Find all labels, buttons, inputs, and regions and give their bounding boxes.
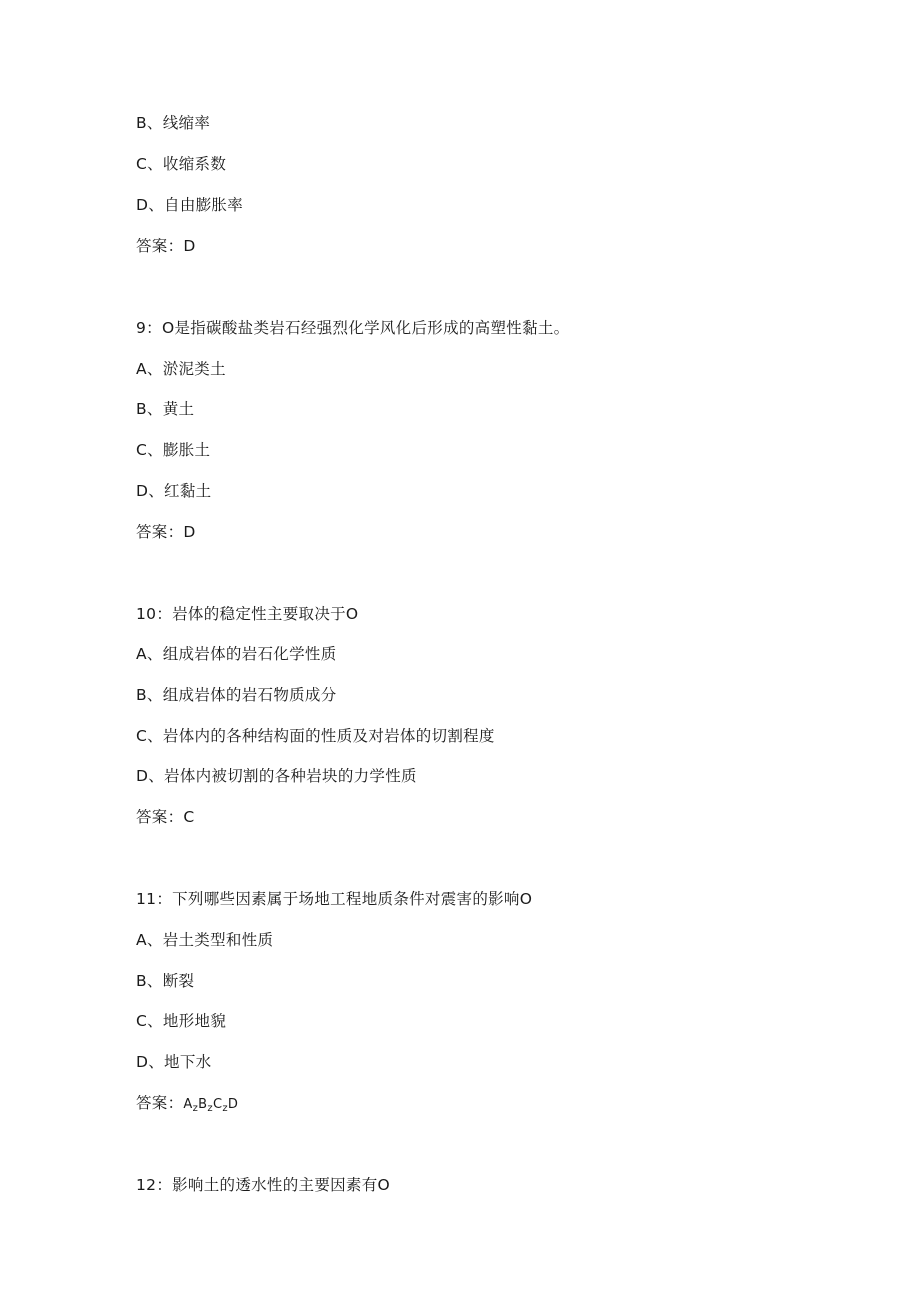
q11-answer xyxy=(136,1092,238,1120)
q11-answer-sep-2: z xyxy=(207,1103,213,1114)
q9-answer: 答案：D xyxy=(136,523,196,541)
q11-answer-b: B xyxy=(198,1097,208,1112)
q8-option-d: D、自由膨胀率 xyxy=(136,196,244,214)
q8-answer: 答案：D xyxy=(136,237,196,255)
q10-question: 10：岩体的稳定性主要取决于O xyxy=(136,605,359,623)
q10-option-a: A、组成岩体的岩石化学性质 xyxy=(136,645,337,663)
q8-option-b: B、线缩率 xyxy=(136,114,211,132)
q11-answer-a: A xyxy=(183,1097,193,1112)
q11-option-c: C、地形地貌 xyxy=(136,1012,227,1030)
q11-answer-prefix: 答案： xyxy=(136,1094,184,1112)
q11-question: 11：下列哪些因素属于场地工程地质条件对震害的影响O xyxy=(136,890,533,908)
q11-option-a: A、岩土类型和性质 xyxy=(136,931,274,949)
q9-option-a: A、淤泥类土 xyxy=(136,360,226,378)
q11-answer-c: C xyxy=(212,1097,223,1112)
q11-answer-sep-3: z xyxy=(222,1103,228,1114)
q11-option-d: D、地下水 xyxy=(136,1053,212,1071)
q11-answer-sep-1: z xyxy=(192,1103,199,1114)
q10-option-c: C、岩体内的各种结构面的性质及对岩体的切割程度 xyxy=(136,727,495,745)
q9-question: 9：O是指碳酸盐类岩石经强烈化学风化后形成的高塑性黏土。 xyxy=(136,319,570,337)
q10-option-b: B、组成岩体的岩石物质成分 xyxy=(136,686,337,704)
q9-option-b: B、黄土 xyxy=(136,400,195,418)
q9-option-d: D、红黏土 xyxy=(136,482,212,500)
q12-question: 12：影响土的透水性的主要因素有O xyxy=(136,1176,391,1194)
q9-option-c: C、膨胀土 xyxy=(136,441,211,459)
q8-option-c: C、收缩系数 xyxy=(136,155,227,173)
q11-option-b: B、断裂 xyxy=(136,972,195,990)
q10-answer: 答案：C xyxy=(136,808,195,826)
q11-answer-d: D xyxy=(227,1097,239,1112)
q10-option-d: D、岩体内被切割的各种岩块的力学性质 xyxy=(136,767,417,785)
